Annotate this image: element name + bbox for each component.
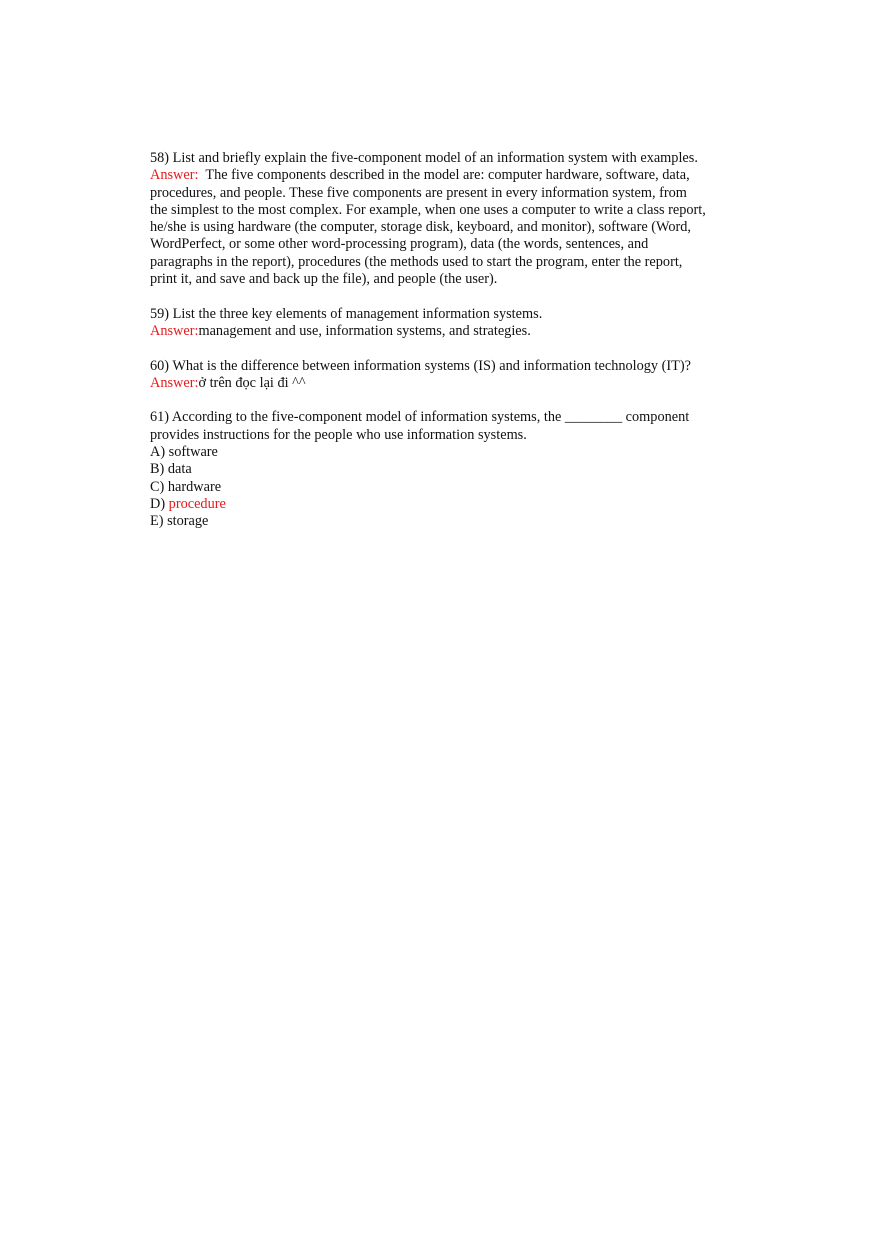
option-e [150,513,750,530]
answer-text: he/she is using hardware (the computer, storage disk, keyboard, and monitor), software (Word, [150,219,692,236]
question-59-answer-line [150,323,750,340]
answer-text: procedures, and people. These five components are present in every information system, from [150,184,687,201]
option-text: software [168,444,218,461]
option-d [150,496,750,513]
question-60-text: 60) What is the difference between information systems (IS) and information technology (IT)? [150,357,691,374]
answer-text: ở trên đọc lại đi ^^ [198,374,306,391]
question-58-text: 58) List and briefly explain the five-component model of an information system with examples. [150,150,698,166]
option-b [150,461,750,478]
question-61-text: 61) According to the five-component model of information systems, the ________ component [150,409,690,426]
option-text: hardware [167,478,222,495]
answer-text: paragraphs in the report), procedures (the methods used to start the program, enter the report, [150,253,683,270]
option-c [150,479,750,496]
question-60-answer-line [150,375,750,392]
question-60 [150,358,750,393]
document-content [150,150,750,531]
answer-label: Answer: [150,322,199,339]
answer-label: Answer: [150,167,199,184]
question-59-text: 59) List the three key elements of management information systems. [150,305,543,322]
question-58 [150,150,750,288]
option-text-correct: procedure [168,495,226,512]
option-letter: D) [150,495,169,512]
answer-label: Answer: [150,374,199,391]
option-text: data [167,461,192,478]
answer-text: WordPerfect, or some other word-processing program), data (the words, sentences, and [150,236,649,253]
question-61 [150,409,750,530]
option-letter: E) [150,513,168,530]
option-a [150,444,750,461]
question-61-text-continued: provides instructions for the people who use information systems. [150,426,527,443]
option-letter: B) [150,461,168,478]
option-letter: A) [150,444,169,461]
option-text: storage [167,513,209,530]
option-letter: C) [150,478,168,495]
answer-text: management and use, information systems, and strategies. [198,322,531,339]
question-59 [150,306,750,341]
answer-text: print it, and save and back up the file), and people (the user). [150,271,498,288]
answer-text: The five components described in the model are: computer hardware, software, data, [198,167,690,184]
question-58-answer-line [150,167,750,184]
answer-text: the simplest to the most complex. For example, when one uses a computer to write a class report, [150,201,706,218]
